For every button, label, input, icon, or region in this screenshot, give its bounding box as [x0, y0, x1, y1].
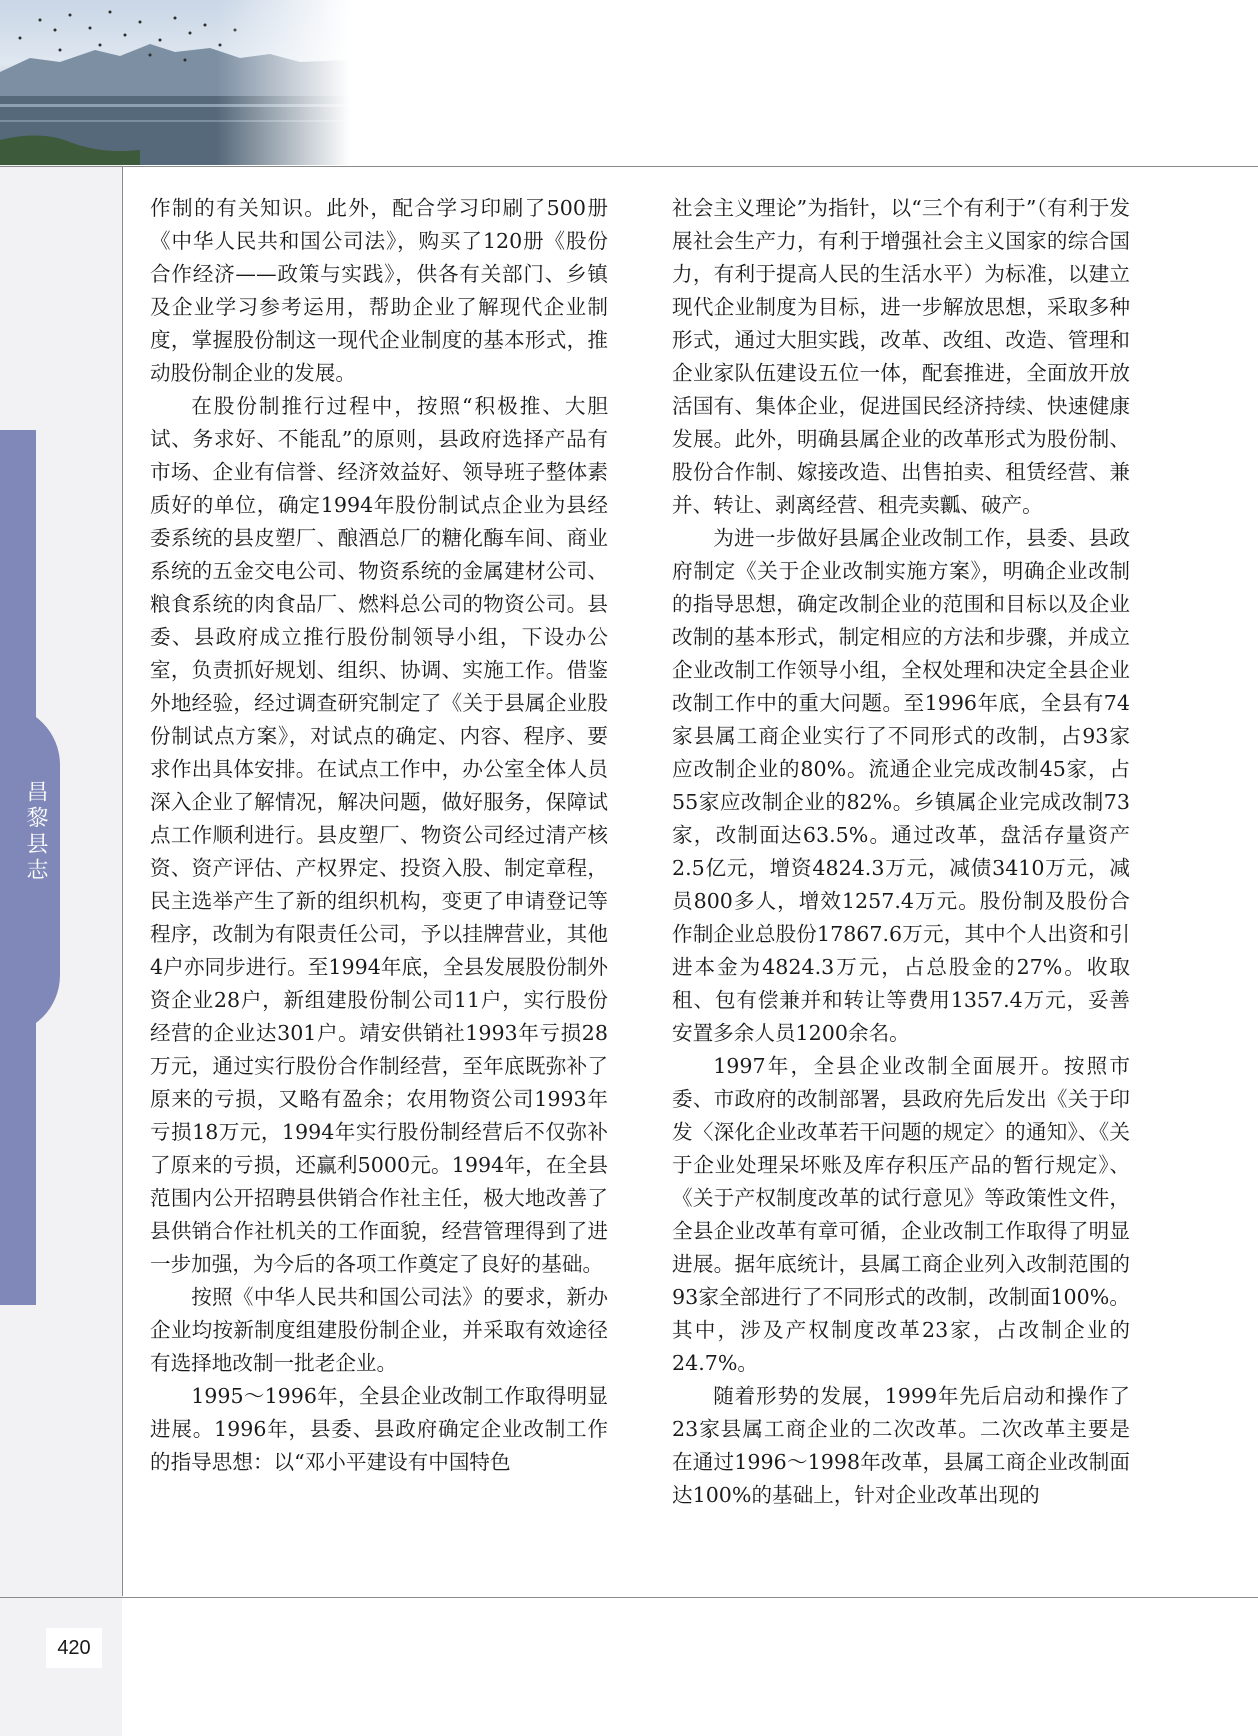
- margin-divider: [122, 166, 123, 1596]
- text-column-right: [672, 192, 1130, 1512]
- paragraph: 按照《中华人民共和国公司法》的要求，新办企业均按新制度组建股份制企业，并采取有效途径有选择地改制一批老企业。: [150, 1285, 608, 1375]
- paragraph: 社会主义理论”为指针，以“三个有利于”（有利于发展社会生产力，有利于增强社会主义国家的综合国力，有利于提高人民的生活水平）为标准，以建立现代企业制度为目标，进一步解放思想，采取多种形式，通过大胆实践，改革、改组、改造、管理和企业家队伍建设五位一体，配套推进，全面放开放活国有、集体企业，促进国民经济持续、快速健康发展。此外，明确县属企业的改革形式为股份制、股份合作制、嫁接改造、出售拍卖、租赁经营、兼并、转让、剥离经营、租壳卖瓤、破产。: [672, 196, 1130, 517]
- paragraph: 1995～1996年，全县企业改制工作取得明显进展。1996年，县委、县政府确定企业改制工作的指导思想：以“邓小平建设有中国特色: [150, 1384, 608, 1474]
- book-title-vertical: 昌黎县志: [23, 780, 48, 884]
- paragraph: 作制的有关知识。此外，配合学习印刷了500册《中华人民共和国公司法》，购买了120册《股份合作经济——政策与实践》，供各有关部门、乡镇及企业学习参考运用，帮助企业了解现代企业制度，掌握股份制这一现代企业制度的基本形式，推动股份制企业的发展。: [150, 196, 608, 385]
- header-divider: [0, 166, 1258, 167]
- footer-divider: [0, 1597, 1258, 1598]
- paragraph: 随着形势的发展，1999年先后启动和操作了23家县属工商企业的二次改革。二次改革主要是在通过1996～1998年改革，县属工商企业改制面达100%的基础上，针对企业改革出现的: [672, 1384, 1130, 1507]
- header-landscape-image: [0, 0, 350, 165]
- banner-fade-overlay: [0, 0, 350, 165]
- paragraph: 为进一步做好县属企业改制工作，县委、县政府制定《关于企业改制实施方案》，明确企业改制的指导思想，确定改制企业的范围和目标以及企业改制的基本形式，制定相应的方法和步骤，并成立企业改制工作领导小组，全权处理和决定全县企业改制工作中的重大问题。至1996年底，全县有74家县属工商企业实行了不同形式的改制，占93家应改制企业的80%。流通企业完成改制45家，占55家应改制企业的82%。乡镇属企业完成改制73家，改制面达63.5%。通过改革，盘活存量资产2.5亿元，增资4824.3万元，减债3410万元，减员800多人，增效1257.4万元。股份制及股份合作制企业总股份17867.6万元，其中个人出资和引进本金为4824.3万元，占总股金的27%。收取租、包有偿兼并和转让等费用1357.4万元，妥善安置多余人员1200余名。: [672, 526, 1130, 1045]
- paragraph: 在股份制推行过程中，按照“积极推、大胆试、务求好、不能乱”的原则，县政府选择产品有市场、企业有信誉、经济效益好、领导班子整体素质好的单位，确定1994年股份制试点企业为县经委系统的县皮塑厂、酿酒总厂的糖化酶车间、商业系统的五金交电公司、物资系统的金属建材公司、粮食系统的肉食品厂、燃料总公司的物资公司。县委、县政府成立推行股份制领导小组，下设办公室，负责抓好规划、组织、协调、实施工作。借鉴外地经验，经过调查研究制定了《关于县属企业股份制试点方案》，对试点的确定、内容、程序、要求作出具体安排。在试点工作中，办公室全体人员深入企业了解情况，解决问题，做好服务，保障试点工作顺利进行。县皮塑厂、物资公司经过清产核资、资产评估、产权界定、投资入股、制定章程，民主选举产生了新的组织机构，变更了申请登记等程序，改制为有限责任公司，予以挂牌营业，其他4户亦同步进行。至1994年底，全县发展股份制外资企业28户，新组建股份制公司11户，实行股份经营的企业达301户。靖安供销社1993年亏损28万元，通过实行股份合作制经营，至年底既弥补了原来的亏损，又略有盈余；农用物资公司1993年亏损18万元，1994年实行股份制经营后不仅弥补了原来的亏损，还赢利5000元。1994年，在全县范围内公开招聘县供销合作社主任，极大地改善了县供销合作社机关的工作面貌，经营管理得到了进一步加强，为今后的各项工作奠定了良好的基础。: [150, 394, 608, 1276]
- text-column-left: [150, 192, 608, 1479]
- paragraph: 1997年，全县企业改制全面展开。按照市委、市政府的改制部署，县政府先后发出《关于印发〈深化企业改革若干问题的规定〉的通知》、《关于企业处理呆坏账及库存积压产品的暂行规定》、《关于产权制度改革的试行意见》等政策性文件，全县企业改革有章可循，企业改制工作取得了明显进展。据年底统计，县属工商企业列入改制范围的93家全部进行了不同形式的改制，改制面100%。其中，涉及产权制度改革23家，占改制企业的24.7%。: [672, 1054, 1130, 1375]
- page-number: 420: [46, 1628, 102, 1668]
